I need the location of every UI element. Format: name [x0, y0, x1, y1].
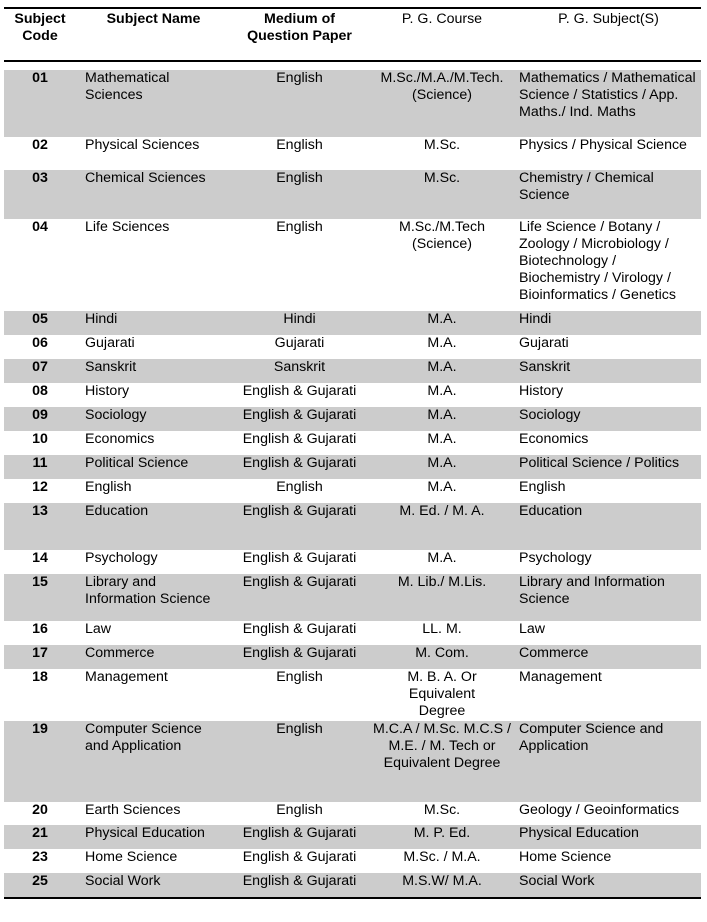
subject-code: 01: [4, 70, 76, 137]
pg-subject: Psychology: [519, 550, 592, 566]
subject-name: Life Sciences: [85, 219, 170, 235]
medium: English & Gujarati: [242, 431, 357, 447]
pg-course: M.A.: [368, 455, 516, 479]
pg-subject: Education: [516, 503, 701, 550]
medium: English & Gujarati: [231, 503, 368, 550]
subject-name: Political Science: [76, 455, 231, 479]
pg-course: M.Sc.: [423, 137, 461, 153]
medium: English: [276, 219, 323, 235]
medium: English: [231, 170, 368, 219]
subject-code: 06: [32, 335, 48, 351]
pg-subject: Computer Science and Application: [516, 721, 701, 802]
table-row: [4, 621, 701, 645]
pg-course: M. Ed. / M. A.: [368, 503, 516, 550]
subject-name: Sanskrit: [76, 359, 231, 383]
pg-subject: History: [519, 383, 564, 399]
pg-course: M.A.: [427, 431, 457, 447]
table-row: [4, 383, 701, 407]
table-row: [4, 137, 701, 170]
subject-code: 04: [32, 219, 48, 235]
pg-subject: English: [519, 479, 566, 495]
subject-name: Hindi: [76, 311, 231, 335]
subject-code: 11: [4, 455, 76, 479]
subject-name: Economics: [85, 431, 155, 447]
subject-table-wrapper: [4, 7, 701, 899]
subject-code: 23: [32, 849, 48, 865]
pg-course: M.C.A / M.Sc. M.C.S / M.E. / M. Tech or Equivalent Degree: [368, 721, 516, 802]
table-row: [4, 574, 701, 621]
pg-course: M.A.: [427, 550, 457, 566]
pg-subject: Geology / Geoinformatics: [519, 802, 680, 818]
subject-name: Law: [85, 621, 112, 637]
pg-course: M.A.: [368, 407, 516, 431]
subject-name: Psychology: [85, 550, 158, 566]
medium: English: [276, 137, 323, 153]
header-pg-course: P. G. Course: [368, 8, 516, 61]
pg-course: M.Sc./M.Tech (Science): [399, 219, 485, 252]
subject-code: 12: [32, 479, 48, 495]
pg-course: M.A.: [368, 311, 516, 335]
table-row: [4, 825, 701, 849]
subject-name: Home Science: [85, 849, 178, 865]
subject-name: Mathematical Sciences: [76, 70, 231, 137]
pg-course: M.A.: [427, 335, 457, 351]
table-row: [4, 170, 701, 219]
subject-name: Physical Sciences: [85, 137, 200, 153]
subject-code: 13: [4, 503, 76, 550]
pg-subject: Social Work: [516, 873, 701, 898]
pg-course: M. B. A. Or Equivalent Degree: [407, 669, 477, 719]
pg-subject: Management: [519, 669, 602, 685]
pg-course: M.Sc.: [423, 802, 461, 818]
table-row: [4, 455, 701, 479]
subject-code: 17: [4, 645, 76, 669]
pg-course: LL. M.: [422, 621, 462, 637]
medium: English: [276, 479, 323, 495]
subject-name: Earth Sciences: [85, 802, 181, 818]
medium: English & Gujarati: [231, 825, 368, 849]
subject-name: Management: [85, 669, 168, 685]
pg-course: M.A.: [427, 383, 457, 399]
subject-code: 07: [4, 359, 76, 383]
table-row: [4, 431, 701, 455]
pg-course: M.Sc.: [368, 170, 516, 219]
table-row: [4, 311, 701, 335]
subject-name: Physical Education: [76, 825, 231, 849]
subject-code: 16: [32, 621, 48, 637]
table-row: [4, 219, 701, 311]
medium: Sanskrit: [231, 359, 368, 383]
pg-subject: Sociology: [516, 407, 701, 431]
subject-code: 10: [32, 431, 48, 447]
pg-course: M.Sc./M.A./M.Tech. (Science): [368, 70, 516, 137]
medium: English: [231, 70, 368, 137]
table-body: [4, 61, 701, 898]
subject-code: 15: [4, 574, 76, 621]
subject-code: 02: [32, 137, 48, 153]
pg-subject: Gujarati: [519, 335, 569, 351]
medium: English & Gujarati: [242, 621, 357, 637]
medium: English: [276, 669, 323, 685]
table-header: [4, 8, 701, 61]
pg-course: M.A.: [427, 479, 457, 495]
subject-name: Library and Information Science: [76, 574, 231, 621]
medium: Hindi: [231, 311, 368, 335]
subject-code: 19: [4, 721, 76, 802]
pg-subject: Life Science / Botany / Zoology / Microbiology / Biotechnology / Biochemistry / Virology / Bioinformatics / Genetics: [519, 219, 676, 303]
table-row: [4, 550, 701, 574]
subject-code: 09: [4, 407, 76, 431]
subject-name: Gujarati: [85, 335, 135, 351]
table-row: [4, 335, 701, 359]
subject-name: Chemical Sciences: [76, 170, 231, 219]
pg-subject: Library and Information Science: [516, 574, 701, 621]
header-subject-name: Subject Name: [76, 8, 231, 61]
medium: English & Gujarati: [231, 645, 368, 669]
medium: English: [231, 721, 368, 802]
header-spacer: [4, 61, 701, 70]
table-row: [4, 70, 701, 137]
subject-code: 03: [4, 170, 76, 219]
table-row: [4, 407, 701, 431]
pg-subject: Economics: [519, 431, 589, 447]
subject-code: 18: [32, 669, 48, 685]
table-row: [4, 359, 701, 383]
pg-course: M. Com.: [368, 645, 516, 669]
medium: English: [276, 802, 323, 818]
subject-name: Commerce: [76, 645, 231, 669]
pg-subject: Mathematics / Mathematical Science / Statistics / App. Maths./ Ind. Maths: [516, 70, 701, 137]
pg-subject: Hindi: [516, 311, 701, 335]
pg-course: M. P. Ed.: [368, 825, 516, 849]
pg-subject: Home Science: [519, 849, 612, 865]
table-row: [4, 503, 701, 550]
subject-code: 20: [32, 802, 48, 818]
header-subject-code: Subject Code: [4, 8, 76, 61]
subject-code: 25: [4, 873, 76, 898]
pg-course: M. Lib./ M.Lis.: [368, 574, 516, 621]
subject-table: [4, 7, 701, 899]
medium: Gujarati: [274, 335, 325, 351]
medium: English & Gujarati: [231, 574, 368, 621]
pg-subject: Political Science / Politics: [516, 455, 701, 479]
medium: English & Gujarati: [231, 873, 368, 898]
medium: English & Gujarati: [231, 407, 368, 431]
table-row: [4, 802, 701, 825]
header-medium: Medium of Question Paper: [231, 8, 368, 61]
table-row: [4, 873, 701, 898]
table-row: [4, 479, 701, 503]
pg-subject: Sanskrit: [516, 359, 701, 383]
subject-code: 14: [32, 550, 48, 566]
pg-subject: Law: [519, 621, 546, 637]
subject-code: 08: [32, 383, 48, 399]
subject-code: 05: [4, 311, 76, 335]
pg-course: M.A.: [368, 359, 516, 383]
pg-subject: Physical Education: [516, 825, 701, 849]
medium: English & Gujarati: [242, 849, 357, 865]
table-row: [4, 645, 701, 669]
subject-name: English: [85, 479, 132, 495]
medium: English & Gujarati: [231, 455, 368, 479]
subject-name: Sociology: [76, 407, 231, 431]
subject-name: Computer Science and Application: [76, 721, 231, 802]
subject-name: History: [85, 383, 130, 399]
medium: English & Gujarati: [242, 550, 357, 566]
medium: English & Gujarati: [242, 383, 357, 399]
header-pg-subject: P. G. Subject(S): [516, 8, 701, 61]
pg-subject: Commerce: [516, 645, 701, 669]
pg-course: M.S.W/ M.A.: [368, 873, 516, 898]
pg-course: M.Sc. / M.A.: [403, 849, 481, 865]
subject-code: 21: [4, 825, 76, 849]
table-row: [4, 721, 701, 802]
subject-name: Education: [76, 503, 231, 550]
table-row: [4, 849, 701, 873]
subject-name: Social Work: [76, 873, 231, 898]
pg-subject: Physics / Physical Science: [519, 137, 687, 153]
table-row: [4, 669, 701, 721]
pg-subject: Chemistry / Chemical Science: [516, 170, 701, 219]
